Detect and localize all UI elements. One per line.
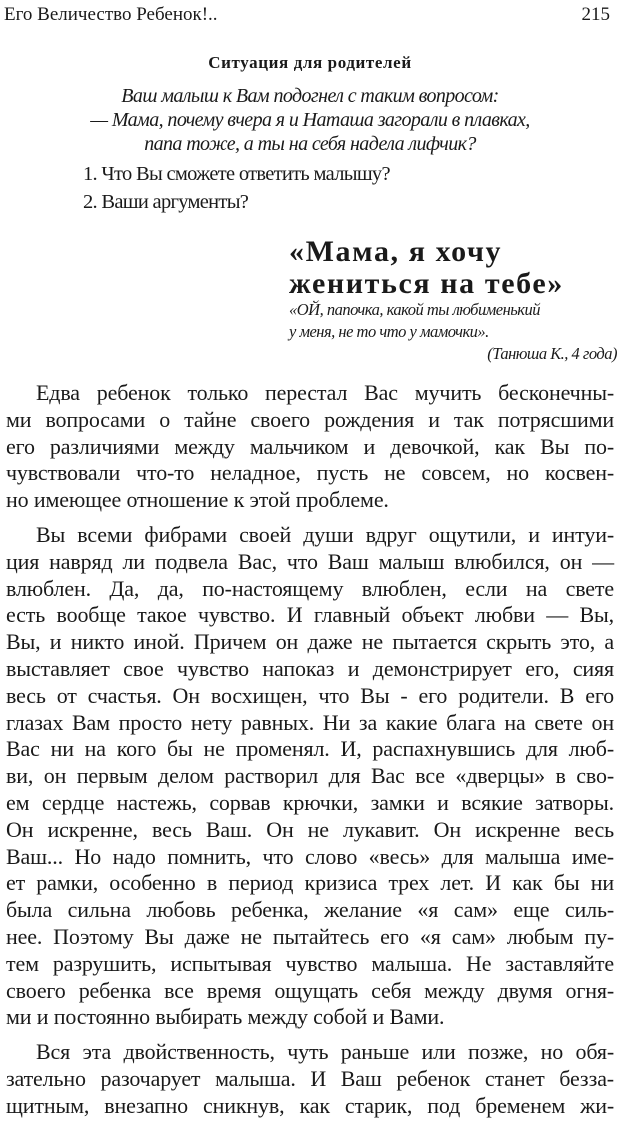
text-line: выставляет свое чувство напоказ и демонстрирует его, сияя <box>6 655 614 681</box>
text-line: была сильна любовь ребенка, желание «я сам» еще силь- <box>6 897 614 923</box>
text-line: но имеющее отношение к этой проблеме. <box>6 487 389 513</box>
text-line: есть вообще такое чувство. И главный объект любви — Вы, <box>6 602 614 628</box>
chapter-title-line: «Мама, я хочу <box>289 235 503 268</box>
epigraph <box>289 299 619 365</box>
chapter-title-line: жениться на тебе» <box>289 267 564 300</box>
text-line: щитным, внезапно сникнув, как старик, под бременем жи- <box>6 1092 614 1118</box>
situation-quote-line: — Мама, почему вчера я и Наташа загорали в плавках, <box>90 109 530 131</box>
situation-questions <box>83 160 390 216</box>
text-line: зательно разочарует малыша. И Ваш ребенок станет безза- <box>6 1065 614 1091</box>
text-line: влюблен. Да, да, по-настоящему влюблен, если на свете <box>6 575 614 601</box>
text-line: Он искренне, весь Ваш. Он не лукавит. Он искренне весь <box>6 816 614 842</box>
paragraph <box>6 522 614 1031</box>
text-line: весь от счастья. Он восхищен, что Вы - его родители. В его <box>6 682 614 708</box>
paragraph <box>6 1039 614 1119</box>
question-item: 2. Ваши аргументы? <box>83 191 249 213</box>
situation-heading: Ситуация для родителей <box>208 53 412 72</box>
text-line: Вы, и никто иной. Причем он даже не пытается скрыть это, а <box>6 629 614 655</box>
epigraph-line: у меня, не то что у мамочки». <box>289 322 489 341</box>
text-line: нее. Поэтому Вы даже не пытайтесь его «я сам» любым пу- <box>6 923 614 949</box>
chapter-title <box>289 236 564 300</box>
text-line: его различиями между мальчиком и девочкой, как Вы по- <box>6 433 614 459</box>
running-header <box>4 3 610 27</box>
text-line: глазах Вам просто нету равных. Ни за какие блага на свете он <box>6 709 614 735</box>
text-line: ет рамки, особенно в период кризиса трех лет. И как бы ни <box>6 870 614 896</box>
question-item: 1. Что Вы сможете ответить малышу? <box>83 163 390 185</box>
situation-quote <box>0 84 620 156</box>
text-line: Вся эта двойственность, чуть раньше или позже, но обя- <box>36 1039 614 1065</box>
text-line: Вас ни на кого бы не променял. И, распахнувшись для люб- <box>6 736 614 762</box>
text-line: ем сердце настежь, сорвав крючки, замки и всякие затворы. <box>6 789 614 815</box>
epigraph-line: «ОЙ, папочка, какой ты любименький <box>289 300 540 319</box>
text-line: тем разрушить, испытывая чувство малыша. Не заставляйте <box>6 950 614 976</box>
page-number: 215 <box>581 4 610 25</box>
body-text <box>6 380 614 1128</box>
text-line: ми и постоянно выбирать между собой и Вами. <box>6 1004 445 1030</box>
text-line: своего ребенка все время ощущать себя между двумя огня- <box>6 977 614 1003</box>
text-line: Ваш... Но надо помнить, что слово «весь» для малыша име- <box>6 843 614 869</box>
text-line: ция навряд ли подвела Вас, что Ваш малыш влюбился, он — <box>6 548 614 574</box>
paragraph <box>6 380 614 514</box>
situation-quote-line: папа тоже, а ты на себя надела лифчик? <box>144 133 476 155</box>
text-line: ми вопросами о тайне своего рождения и так потрясшими <box>6 406 614 432</box>
situation-quote-line: Ваш малыш к Вам подогнел с таким вопросом: <box>121 85 499 107</box>
text-line: ви, он первым делом растворил для Вас все «дверцы» в сво- <box>6 763 614 789</box>
text-line: Едва ребенок только перестал Вас мучить бесконечны- <box>36 380 614 405</box>
text-line: Вы всеми фибрами своей души вдруг ощутили, и интуи- <box>36 521 614 547</box>
text-line: чувствовали что-то неладное, пусть не совсем, но косвен- <box>6 460 614 486</box>
epigraph-source: (Танюша К., 4 года) <box>487 344 617 363</box>
running-title: Его Величество Ребенок!.. <box>4 4 218 25</box>
